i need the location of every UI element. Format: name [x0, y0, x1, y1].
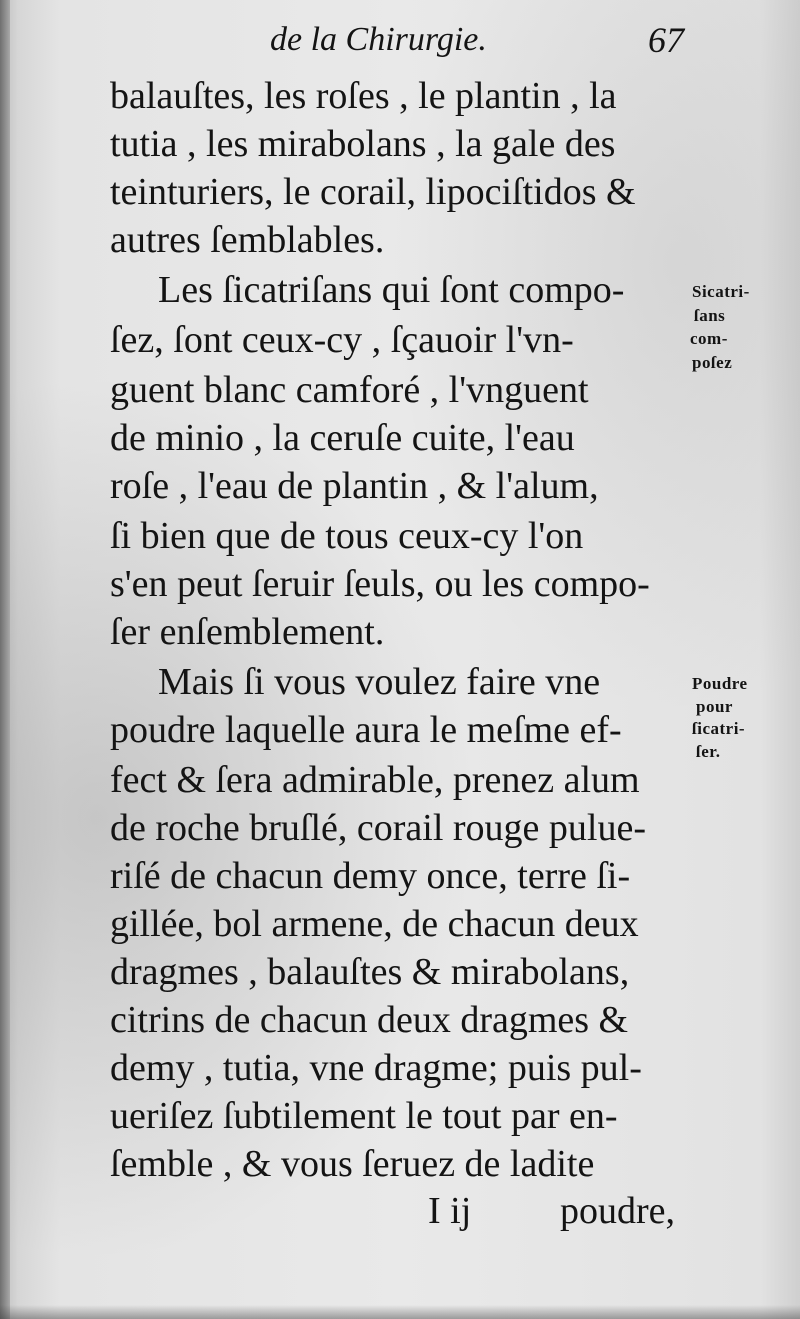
margin-note-line: poſez	[692, 353, 733, 372]
margin-note-line: Sicatri-	[692, 282, 750, 301]
margin-note-line: ſicatri-	[692, 719, 746, 738]
body-line: balauſtes, les roſes , le plantin , la	[110, 75, 617, 117]
body-line: autres ſemblables.	[110, 219, 385, 261]
body-line: gillée, bol armene, de chacun deux	[110, 903, 639, 945]
body-line: ſemble , & vous ſeruez de ladite	[110, 1143, 595, 1185]
body-line: fect & ſera admirable, prenez alum	[110, 759, 640, 801]
body-line: poudre laquelle aura le meſme ef-	[110, 709, 622, 751]
body-line: Mais ſi vous voulez faire vne	[158, 661, 601, 703]
margin-note-line: ſer.	[696, 742, 721, 761]
body-line: Les ſicatriſans qui ſont compo-	[158, 269, 625, 311]
body-line: citrins de chacun deux dragmes &	[110, 999, 629, 1041]
body-line: tutia , les mirabolans , la gale des	[110, 123, 616, 165]
body-line: guent blanc camforé , l'vnguent	[110, 369, 589, 411]
body-line: de roche bruſlé, corail rouge pulue-	[110, 807, 646, 849]
running-title: de la Chirurgie.	[270, 21, 487, 58]
signature-mark: I ij	[428, 1190, 472, 1232]
body-line: ſez, ſont ceux-cy , ſçauoir l'vn-	[110, 319, 574, 361]
body-line: s'en peut ſeruir ſeuls, ou les compo-	[110, 563, 650, 605]
body-line: ueriſez ſubtilement le tout par en-	[110, 1095, 618, 1137]
body-line: demy , tutia, vne dragme; puis pul-	[110, 1047, 642, 1089]
body-line: teinturiers, le corail, lipociſtidos &	[110, 171, 636, 213]
margin-note-line: Poudre	[692, 674, 748, 693]
body-line: ſi bien que de tous ceux-cy l'on	[110, 515, 584, 557]
margin-note-line: pour	[696, 697, 733, 716]
margin-note-line: com-	[690, 329, 728, 348]
page-bottom-edge	[0, 1305, 800, 1319]
catchword: poudre,	[560, 1190, 676, 1232]
page-binding-edge	[0, 0, 10, 1319]
body-line: de minio , la ceruſe cuite, l'eau	[110, 417, 575, 459]
body-line: riſé de chacun demy once, terre ſi-	[110, 855, 631, 897]
margin-note-line: ſans	[694, 306, 726, 325]
body-line: ſer enſemblement.	[110, 611, 385, 653]
body-line: roſe , l'eau de plantin , & l'alum,	[110, 465, 599, 507]
body-line: dragmes , balauſtes & mirabolans,	[110, 951, 630, 993]
page-number: 67	[648, 20, 684, 60]
